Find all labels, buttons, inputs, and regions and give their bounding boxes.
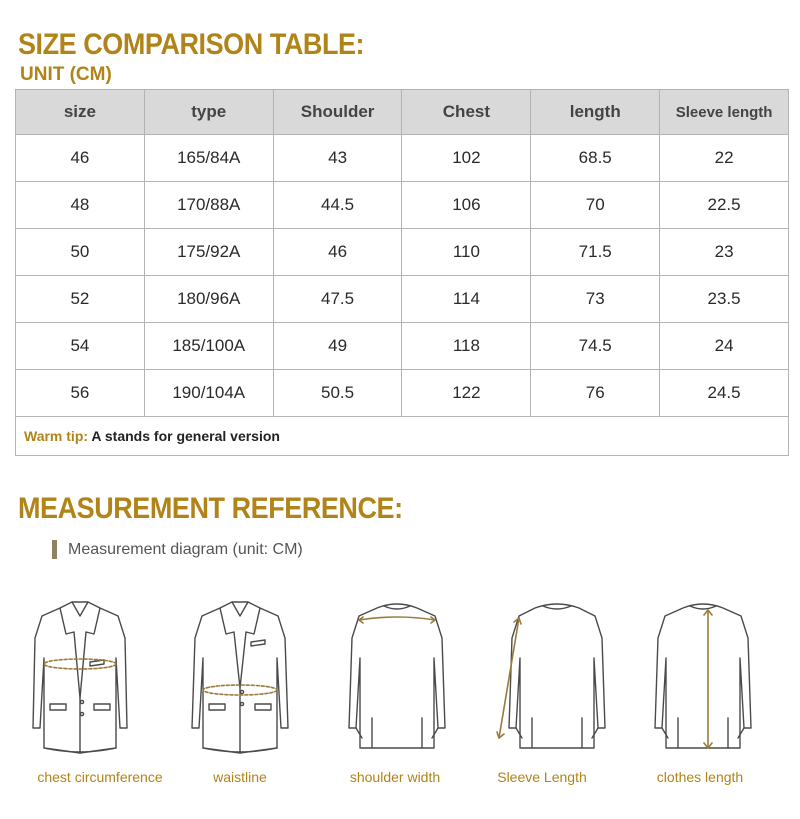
cell-shoulder: 47.5 [273, 276, 402, 323]
col-header-length: length [531, 90, 660, 135]
table-row [16, 276, 789, 323]
size-table-title: SIZE COMPARISON TABLE: [18, 28, 365, 61]
jacket-back-length-icon [648, 598, 758, 758]
cell-shoulder: 44.5 [273, 182, 402, 229]
caption-sleeve-length: Sleeve Length [497, 769, 587, 785]
warm-tip-row [16, 417, 789, 456]
cell-chest: 106 [402, 182, 531, 229]
caption-waistline: waistline [213, 769, 267, 785]
table-row [16, 229, 789, 276]
diagram-heading-text: Measurement diagram (unit: CM) [68, 540, 303, 558]
table-header-row [16, 90, 789, 135]
jacket-front-chest-icon [30, 598, 130, 758]
cell-type: 180/96A [144, 276, 273, 323]
table-row [16, 182, 789, 229]
cell-length: 73 [531, 276, 660, 323]
cell-type: 185/100A [144, 323, 273, 370]
cell-shoulder: 49 [273, 323, 402, 370]
col-header-type: type [144, 90, 273, 135]
table-row [16, 370, 789, 417]
cell-chest: 110 [402, 229, 531, 276]
jacket-back-shoulder-icon [342, 598, 452, 758]
cell-chest: 114 [402, 276, 531, 323]
cell-chest: 122 [402, 370, 531, 417]
warm-tip [16, 417, 789, 456]
cell-length: 70 [531, 182, 660, 229]
cell-sleeve-length: 24 [660, 323, 789, 370]
unit-label: UNIT (CM) [20, 64, 112, 85]
cell-shoulder: 50.5 [273, 370, 402, 417]
cell-size: 54 [16, 323, 145, 370]
col-header-chest: Chest [402, 90, 531, 135]
cell-size: 50 [16, 229, 145, 276]
cell-type: 190/104A [144, 370, 273, 417]
diagram-heading [52, 540, 303, 559]
cell-type: 165/84A [144, 135, 273, 182]
heading-bar [52, 540, 57, 559]
measurement-title: MEASUREMENT REFERENCE: [18, 492, 403, 525]
table-row [16, 323, 789, 370]
jacket-front-waist-icon [185, 598, 295, 758]
cell-sleeve-length: 22 [660, 135, 789, 182]
cell-size: 46 [16, 135, 145, 182]
caption-chest-circumference: chest circumference [37, 769, 163, 785]
cell-shoulder: 43 [273, 135, 402, 182]
cell-sleeve-length: 24.5 [660, 370, 789, 417]
caption-shoulder-width: shoulder width [349, 769, 441, 785]
cell-length: 68.5 [531, 135, 660, 182]
cell-type: 170/88A [144, 182, 273, 229]
cell-sleeve-length: 23.5 [660, 276, 789, 323]
cell-size: 48 [16, 182, 145, 229]
cell-shoulder: 46 [273, 229, 402, 276]
col-header-shoulder: Shoulder [273, 90, 402, 135]
size-comparison-table [15, 89, 789, 456]
jacket-back-sleeve-icon [487, 598, 612, 758]
caption-clothes-length: clothes length [656, 769, 744, 785]
warm-tip-text: A stands for general version [88, 428, 280, 444]
cell-length: 74.5 [531, 323, 660, 370]
cell-type: 175/92A [144, 229, 273, 276]
cell-chest: 102 [402, 135, 531, 182]
cell-size: 52 [16, 276, 145, 323]
cell-sleeve-length: 22.5 [660, 182, 789, 229]
col-header-size: size [16, 90, 145, 135]
col-header-sleeve-length: Sleeve length [660, 90, 789, 135]
cell-chest: 118 [402, 323, 531, 370]
cell-length: 76 [531, 370, 660, 417]
cell-size: 56 [16, 370, 145, 417]
cell-sleeve-length: 23 [660, 229, 789, 276]
cell-length: 71.5 [531, 229, 660, 276]
warm-tip-label: Warm tip: [24, 428, 89, 444]
table-row [16, 135, 789, 182]
